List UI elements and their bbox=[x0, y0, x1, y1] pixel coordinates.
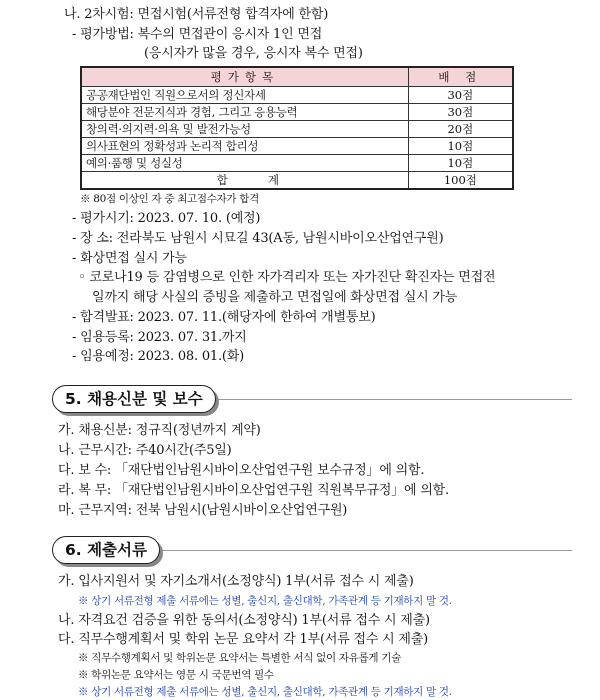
covid-note-line2: 일까지 해당 사실의 증빙을 제출하고 면접일에 화상면접 실시 가능 bbox=[92, 290, 458, 305]
row-item: 예의·품행 및 성실성 bbox=[81, 155, 408, 172]
row-item: 해당분야 전문지식과 경험, 그리고 응용능력 bbox=[81, 104, 408, 121]
row-item: 창의력·의지력·의욕 및 발전가능성 bbox=[81, 121, 408, 138]
evaluation-place: - 장 소: 전라북도 남원시 시묘길 43(A동, 남원시바이오산업연구원) bbox=[72, 231, 444, 246]
header-points: 배 점 bbox=[408, 67, 513, 87]
evaluation-method-note: (응시자가 많을 경우, 응시자 복수 면접) bbox=[144, 46, 363, 61]
header-item: 평가항목 bbox=[81, 67, 408, 87]
row-points: 30점 bbox=[408, 87, 513, 104]
total-label: 합계 bbox=[81, 172, 408, 190]
evaluation-method: - 평가방법: 복수의 면접관이 응시자 1인 면접 bbox=[72, 27, 323, 42]
thesis-summary-note: ※ 학위논문 요약서는 영문 시 국문번역 필수 bbox=[78, 669, 274, 681]
section-5-title: 5. 채용신분 및 보수 bbox=[52, 385, 216, 413]
row-points: 30점 bbox=[408, 104, 513, 121]
work-location: 마. 근무지역: 전북 남원시(남원시바이오산업연구원) bbox=[58, 503, 348, 518]
row-points: 20점 bbox=[408, 121, 513, 138]
section-6-title: 6. 제출서류 bbox=[52, 536, 160, 564]
row-item: 공공재단법인 직원으로서의 정신자세 bbox=[81, 87, 408, 104]
table-row bbox=[81, 138, 513, 155]
application-form: 가. 입사지원서 및 자기소개서(소정양식) 1부(서류 접수 시 제출) bbox=[58, 574, 414, 589]
working-hours: 나. 근무시간: 주40시간(주5일) bbox=[58, 443, 232, 458]
pass-criteria-note: ※ 80점 이상인 자 중 최고점수자가 합격 bbox=[80, 193, 259, 205]
table-row bbox=[81, 87, 513, 104]
row-points: 10점 bbox=[408, 155, 513, 172]
total-points: 100점 bbox=[408, 172, 513, 190]
table-row bbox=[81, 121, 513, 138]
employment-status: 가. 채용신분: 정규직(정년까지 계약) bbox=[58, 423, 261, 438]
table-row bbox=[81, 155, 513, 172]
pass-announcement: - 합격발표: 2023. 07. 11.(해당자에 한하여 개별통보) bbox=[72, 310, 376, 325]
covid-note-line1: ◦ 코로나19 등 감염병으로 인한 자가격리자 또는 자가진단 확진자는 면접전 bbox=[78, 270, 496, 285]
row-points: 10점 bbox=[408, 138, 513, 155]
registration-date: - 임용등록: 2023. 07. 31.까지 bbox=[72, 330, 247, 345]
table-total-row bbox=[81, 172, 513, 190]
appointment-date: - 임용예정: 2023. 08. 01.(화) bbox=[72, 349, 245, 364]
blind-hiring-note: ※ 상기 서류전형 제출 서류에는 성별, 출신지, 출신대학, 가족관계 등 기재하지 말 것. bbox=[78, 595, 452, 607]
table-row bbox=[81, 104, 513, 121]
salary: 다. 보 수: 「재단법인남원시바이오산업연구원 보수규정」에 의함. bbox=[58, 463, 425, 478]
score-table bbox=[80, 66, 514, 190]
interview-heading: 나. 2차시험: 면접시험(서류전형 합격자에 한함) bbox=[64, 7, 329, 22]
consent-form: 나. 자격요건 검증을 위한 동의서(소정양식) 1부(서류 접수 시 제출) bbox=[58, 613, 430, 628]
job-plan: 다. 직무수행계획서 및 학위 논문 요약서 각 1부(서류 접수 시 제출) bbox=[58, 632, 429, 647]
video-interview: - 화상면접 실시 가능 bbox=[72, 251, 187, 266]
evaluation-date: - 평가시기: 2023. 07. 10. (예정) bbox=[72, 211, 261, 226]
service-rules: 라. 복 무: 「재단법인남원시바이오산업연구원 직원복무규정」에 의함. bbox=[58, 483, 449, 498]
job-plan-note: ※ 직무수행계획서 및 학위논문 요약서는 특별한 서식 없이 자유롭게 기술 bbox=[78, 652, 401, 664]
blind-hiring-note-2: ※ 상기 서류전형 제출 서류에는 성별, 출신지, 출신대학, 가족관계 등 기재하지 말 것. bbox=[78, 686, 452, 698]
row-item: 의사표현의 정확성과 논리적 합리성 bbox=[81, 138, 408, 155]
score-table-header bbox=[81, 67, 513, 87]
